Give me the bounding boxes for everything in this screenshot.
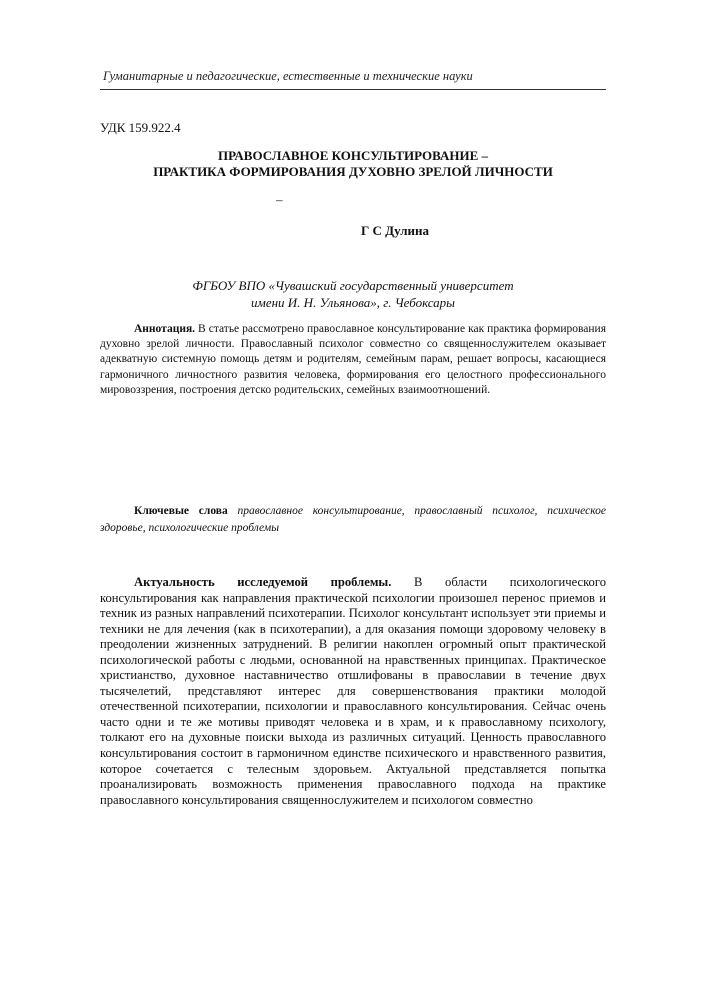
keywords-label: Ключевые слова <box>134 505 228 517</box>
affiliation-line-2: имени И. Н. Ульянова», г. Чебоксары <box>251 295 455 310</box>
body-paragraph <box>100 575 606 808</box>
section-heading: Актуальность исследуемой проблемы. <box>134 575 392 589</box>
running-head: Гуманитарные и педагогические, естественные и технические науки <box>103 69 473 83</box>
author-name: Г С Дулина <box>360 223 430 238</box>
title-line-1: ПРАВОСЛАВНОЕ КОНСУЛЬТИРОВАНИЕ – <box>218 148 488 163</box>
keywords-text: православное консультирование, православный психолог, психическое здоровье, психологические проблемы <box>100 505 606 534</box>
udk-code: УДК 159.922.4 <box>100 120 181 135</box>
keywords <box>100 503 606 537</box>
abstract <box>100 322 606 398</box>
abstract-label: Аннотация. <box>134 323 196 335</box>
title-line-2: ПРАКТИКА ФОРМИРОВАНИЯ ДУХОВНО ЗРЕЛОЙ ЛИЧНОСТИ <box>153 164 553 179</box>
affiliation-line-1: ФГБОУ ВПО «Чувашский государственный университет <box>192 278 514 293</box>
affiliation <box>100 277 606 311</box>
body-text: В области психологического консультирования как направления практической психологии произошел перенос приемов и техник из разных направлений психотерапии. Психолог консультант использует эти приемы и техники не для лечения (как в психотерапии), а для оказания помощи здоровому человеку в преодолении жизненных затруднений. В религии накоплен огромный опыт практической психологической работы с людьми, основанной на нравственных принципах. Практическое христианство, духовное наставничество отшлифованы в православии в течение двух тысячелетий, представляют интерес для совершенствования практики молодой отечественной психотерапии, психологии и православного консультирования. Сейчас очень часто одни и те же мотивы приводят человека и в храм, и к православному психологу, толкают его на духовные поиски выхода из различных ситуаций. Ценность православного консультирования состоит в гармоничном единстве психического и нравственного развития, которое сочетается с телесным здоровьем. Актуальной представляется попытка проанализировать возможность применения православного подхода на практике православного консультирования священнослужителем и психологом совместно <box>100 575 607 807</box>
article-title <box>100 148 606 180</box>
header-rule <box>100 89 606 90</box>
abstract-text: В статье рассмотрено православное консультирование как практика формирования духовно зрелой личности. Православный психолог совместно со священнослужителем оказывает адекватную системную помощь детям и родителям, семейным парам, решает вопросы, касающиеся гармоничного личностного развития человека, формирования его целостного профессионального мировоззрения, построения детско родительских, семейных взаимоотношений. <box>100 323 606 396</box>
dash-mark: – <box>276 192 283 207</box>
